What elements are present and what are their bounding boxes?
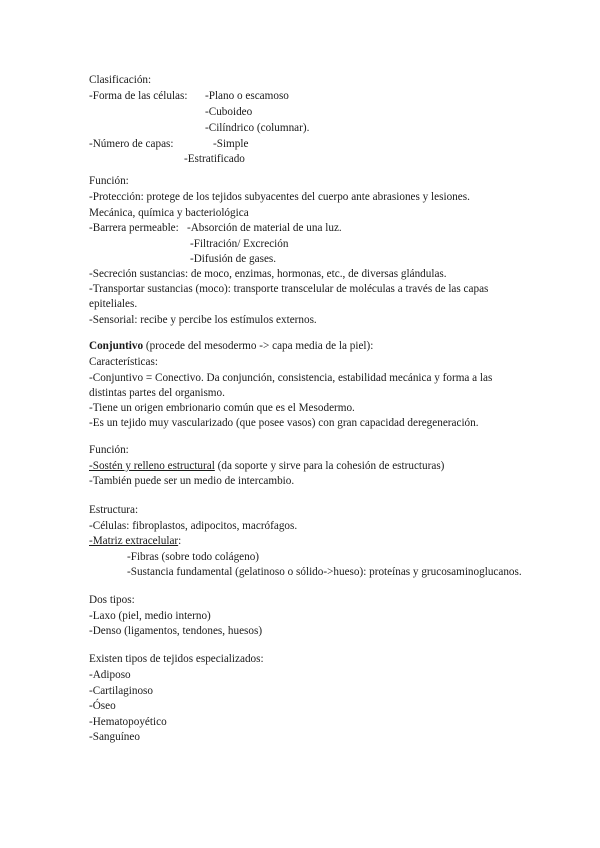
- capas-item: -Simple: [213, 138, 249, 150]
- conjuntivo-title-line: [89, 339, 373, 355]
- matriz-item: -Sustancia fundamental (gelatinoso o sólido->hueso): proteínas y grucosaminoglucanos.: [127, 566, 522, 578]
- tipo-line: -Laxo (piel, medio interno): [89, 610, 211, 622]
- secrecion-line: -Secreción sustancias: de moco, enzimas, hormonas, etc., de diversas glándulas.: [89, 268, 447, 280]
- forma-item: -Plano o escamoso: [205, 90, 289, 102]
- sosten-rest: (da soporte y sirve para la cohesión de estructuras): [214, 460, 445, 472]
- sosten-underlined: -Sostén y relleno estructural: [89, 460, 215, 472]
- sosten-line: [89, 459, 444, 475]
- caracteristica-line: -Conjuntivo = Conectivo. Da conjunción, consistencia, estabilidad mecánica y forma a las: [89, 372, 493, 384]
- barrera-label: -Barrera permeable:: [89, 222, 179, 234]
- matriz-item: -Fibras (sobre todo colágeno): [127, 551, 260, 563]
- especializado-item: -Adiposo: [89, 669, 131, 681]
- tipo-line: -Denso (ligamentos, tendones, huesos): [89, 625, 263, 637]
- barrera-item: -Filtración/ Excreción: [190, 238, 289, 250]
- estructura-heading: Estructura:: [89, 504, 139, 516]
- funcion-conjuntivo-heading: Función:: [89, 444, 129, 456]
- proteccion-cont-line: Mecánica, química y bacteriológica: [89, 207, 249, 219]
- conjuntivo-note: (procede del mesodermo -> capa media de la piel):: [143, 340, 374, 352]
- barrera-item: -Absorción de material de una luz.: [187, 222, 342, 234]
- transporte-line: -Transportar sustancias (moco): transporte transcelular de moléculas a través de las capas: [89, 283, 489, 295]
- caracteristicas-heading: Características:: [89, 356, 158, 368]
- especializado-item: -Hematopoyético: [89, 716, 167, 728]
- celulas-line: -Células: fibroplastos, adipocitos, macrófagos.: [89, 520, 298, 532]
- dos-tipos-heading: Dos tipos:: [89, 594, 135, 606]
- matriz-underlined: -Matriz extracelular: [89, 535, 179, 547]
- caracteristica-line: -Es un tejido muy vascularizado (que posee vasos) con gran capacidad deregeneración.: [89, 417, 479, 429]
- caracteristica-line: -Tiene un origen embrionario común que es el Mesodermo.: [89, 402, 355, 414]
- matriz-line: [89, 534, 181, 550]
- capas-label: -Número de capas:: [89, 138, 174, 150]
- barrera-item: -Difusión de gases.: [190, 253, 277, 265]
- sensorial-line: -Sensorial: recibe y percibe los estímulos externos.: [89, 314, 317, 326]
- especializado-item: -Cartilaginoso: [89, 685, 154, 697]
- caracteristica-line: distintas partes del organismo.: [89, 387, 225, 399]
- transporte-cont-line: epiteliales.: [89, 298, 138, 310]
- clasificacion-heading: Clasificación:: [89, 74, 152, 86]
- forma-label: -Forma de las células:: [89, 90, 188, 102]
- especializado-item: -Sanguíneo: [89, 731, 140, 743]
- matriz-colon: :: [178, 535, 182, 547]
- capas-item: -Estratificado: [184, 153, 245, 165]
- proteccion-line: -Protección: protege de los tejidos subyacentes del cuerpo ante abrasiones y lesiones.: [89, 191, 470, 203]
- funcion-heading: Función:: [89, 175, 129, 187]
- especializados-heading: Existen tipos de tejidos especializados:: [89, 653, 264, 665]
- conjuntivo-title: Conjuntivo: [89, 340, 144, 352]
- intercambio-line: -También puede ser un medio de intercambio.: [89, 475, 295, 487]
- forma-item: -Cuboideo: [205, 106, 253, 118]
- especializado-item: -Óseo: [89, 700, 116, 712]
- forma-item: -Cilíndrico (columnar).: [205, 122, 310, 134]
